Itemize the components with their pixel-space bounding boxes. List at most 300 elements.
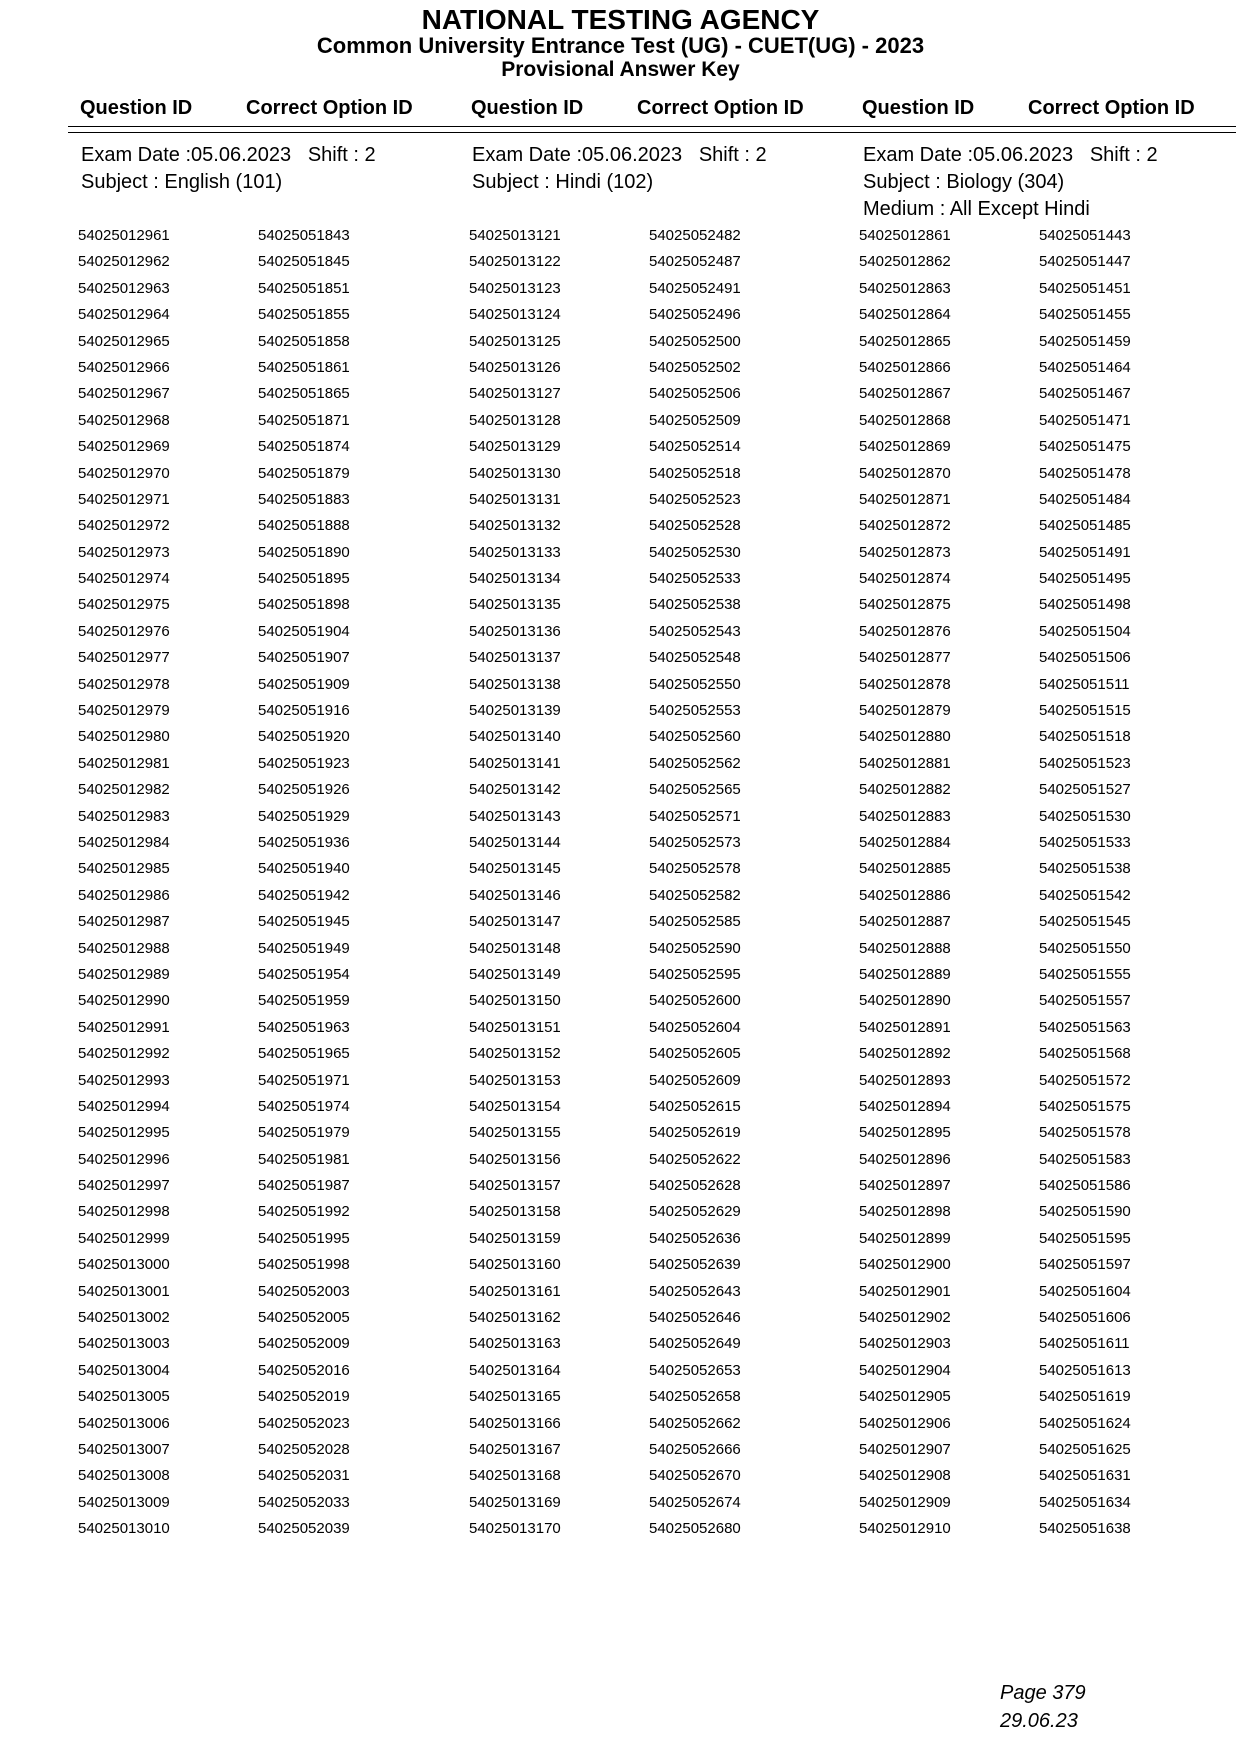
question-id-cell: 54025013158 (469, 1203, 561, 1221)
question-id-cell: 54025013134 (469, 570, 561, 588)
question-id-cell: 54025013131 (469, 490, 561, 508)
question-id-cell: 54025012884 (859, 833, 951, 851)
correct-option-id-cell: 54025051533 (1039, 833, 1131, 851)
question-id-cell: 54025013140 (469, 728, 561, 746)
question-id-cell: 54025012995 (78, 1124, 170, 1142)
question-id-cell: 54025013143 (469, 807, 561, 825)
correct-option-id-cell: 54025052658 (649, 1388, 741, 1406)
question-id-cell: 54025012963 (78, 279, 170, 297)
correct-option-id-cell: 54025051940 (258, 860, 350, 878)
question-id-cell: 54025012987 (78, 913, 170, 931)
question-id-cell: 54025013006 (78, 1414, 170, 1432)
correct-option-id-cell: 54025052680 (649, 1520, 741, 1538)
correct-option-id-cell: 54025051845 (258, 253, 350, 271)
correct-option-id-cell: 54025052523 (649, 490, 741, 508)
correct-option-id-cell: 54025052562 (649, 754, 741, 772)
correct-option-id-cell: 54025051963 (258, 1018, 350, 1036)
question-id-cell: 54025013005 (78, 1388, 170, 1406)
correct-option-id-cell: 54025052560 (649, 728, 741, 746)
correct-option-id-cell: 54025052582 (649, 886, 741, 904)
correct-option-id-cell: 54025051557 (1039, 992, 1131, 1010)
question-id-cell: 54025012886 (859, 886, 951, 904)
question-id-cell: 54025012967 (78, 385, 170, 403)
question-id-cell: 54025012997 (78, 1177, 170, 1195)
question-id-cell: 54025012982 (78, 781, 170, 799)
correct-option-id-cell: 54025051545 (1039, 913, 1131, 931)
question-id-cell: 54025012880 (859, 728, 951, 746)
correct-option-id-cell: 54025051563 (1039, 1018, 1131, 1036)
correct-option-id-cell: 54025051484 (1039, 490, 1131, 508)
correct-option-id-cell: 54025051613 (1039, 1361, 1131, 1379)
question-id-cell: 54025013123 (469, 279, 561, 297)
correct-option-id-cell: 54025052023 (258, 1414, 350, 1432)
correct-option-id-cell: 54025052506 (649, 385, 741, 403)
correct-option-id-cell: 54025051883 (258, 490, 350, 508)
correct-option-id-cell: 54025051504 (1039, 622, 1131, 640)
question-id-cell: 54025012889 (859, 965, 951, 983)
exam-date: Exam Date :05.06.2023 (472, 144, 683, 166)
question-id-cell: 54025012969 (78, 438, 170, 456)
question-id-cell: 54025012898 (859, 1203, 951, 1221)
question-id-cell: 54025012961 (78, 227, 170, 244)
question-id-cell: 54025012881 (859, 754, 951, 772)
question-id-cell: 54025013009 (78, 1493, 170, 1511)
correct-option-id-cell: 54025052646 (649, 1309, 741, 1327)
correct-option-id-cell: 54025052500 (649, 332, 741, 350)
correct-option-id-cell: 54025052005 (258, 1309, 350, 1327)
correct-option-id-cell: 54025051954 (258, 965, 350, 983)
question-id-cell: 54025013002 (78, 1309, 170, 1327)
question-id-cell: 54025013157 (469, 1177, 561, 1195)
correct-option-id-cell: 54025051851 (258, 279, 350, 297)
question-id-cell: 54025012879 (859, 702, 951, 720)
correct-option-id-cell: 54025051595 (1039, 1229, 1131, 1247)
question-id-cell: 54025012999 (78, 1229, 170, 1247)
correct-option-id-cell: 54025051624 (1039, 1414, 1131, 1432)
correct-option-id-cell: 54025051542 (1039, 886, 1131, 904)
correct-option-id-cell: 54025052530 (649, 543, 741, 561)
question-id-cell: 54025013137 (469, 649, 561, 667)
correct-option-id-cell: 54025052019 (258, 1388, 350, 1406)
question-id-cell: 54025012986 (78, 886, 170, 904)
question-id-cell: 54025013145 (469, 860, 561, 878)
correct-option-id-cell: 54025052615 (649, 1097, 741, 1115)
question-id-cell: 54025013150 (469, 992, 561, 1010)
question-id-cell: 54025012895 (859, 1124, 951, 1142)
correct-option-id-cell: 54025051907 (258, 649, 350, 667)
correct-option-id-cell: 54025051518 (1039, 728, 1131, 746)
header-divider (68, 126, 1236, 127)
question-id-cell: 54025012878 (859, 675, 951, 693)
correct-option-id-cell: 54025052039 (258, 1520, 350, 1538)
question-id-cell: 54025013138 (469, 675, 561, 693)
question-id-cell: 54025012872 (859, 517, 951, 535)
correct-option-id-cell: 54025051568 (1039, 1045, 1131, 1063)
correct-option-id-cell: 54025051538 (1039, 860, 1131, 878)
correct-option-id-cell: 54025052619 (649, 1124, 741, 1142)
subject: Subject : Hindi (102) (472, 171, 654, 193)
correct-option-id-cell: 54025051475 (1039, 438, 1131, 456)
correct-option-id-cell: 54025051485 (1039, 517, 1131, 535)
question-id-cell: 54025013127 (469, 385, 561, 403)
correct-option-id-cell: 54025052528 (649, 517, 741, 535)
correct-option-id-cell: 54025051447 (1039, 253, 1131, 271)
question-id-cell: 54025013168 (469, 1467, 561, 1485)
question-id-cell: 54025012870 (859, 464, 951, 482)
section-info (472, 142, 767, 196)
question-id-cell: 54025012904 (859, 1361, 951, 1379)
question-id-cell: 54025012894 (859, 1097, 951, 1115)
question-id-cell: 54025013151 (469, 1018, 561, 1036)
correct-option-id-cell: 54025051992 (258, 1203, 350, 1221)
question-id-cell: 54025013155 (469, 1124, 561, 1142)
exam-date: Exam Date :05.06.2023 (863, 144, 1074, 166)
correct-option-id-cell: 54025052604 (649, 1018, 741, 1036)
correct-option-id-cell: 54025051572 (1039, 1071, 1131, 1089)
correct-option-id-cell: 54025052009 (258, 1335, 350, 1353)
question-id-cell: 54025012899 (859, 1229, 951, 1247)
correct-option-id-cell: 54025051971 (258, 1071, 350, 1089)
question-id-cell: 54025013165 (469, 1388, 561, 1406)
page-number: Page 379 (1000, 1682, 1086, 1704)
question-id-cell: 54025012871 (859, 490, 951, 508)
question-id-cell: 54025013001 (78, 1282, 170, 1300)
question-id-cell: 54025012862 (859, 253, 951, 271)
correct-option-id-cell: 54025051555 (1039, 965, 1131, 983)
question-id-cell: 54025013147 (469, 913, 561, 931)
question-id-cell: 54025012869 (859, 438, 951, 456)
correct-option-id-cell: 54025051959 (258, 992, 350, 1010)
correct-option-id-cell: 54025051611 (1039, 1335, 1130, 1353)
correct-option-id-cell: 54025051949 (258, 939, 350, 957)
question-id-cell: 54025012972 (78, 517, 170, 535)
correct-option-id-cell: 54025051945 (258, 913, 350, 931)
correct-option-id-cell: 54025051855 (258, 306, 350, 324)
question-id-cell: 54025013163 (469, 1335, 561, 1353)
correct-option-id-cell: 54025051920 (258, 728, 350, 746)
correct-option-id-cell: 54025051929 (258, 807, 350, 825)
correct-option-id-cell: 54025051597 (1039, 1256, 1131, 1274)
correct-option-id-cell: 54025051865 (258, 385, 350, 403)
question-id-cell: 54025012892 (859, 1045, 951, 1063)
question-id-cell: 54025013004 (78, 1361, 170, 1379)
correct-option-id-cell: 54025051936 (258, 833, 350, 851)
correct-option-id-cell: 54025051506 (1039, 649, 1131, 667)
question-id-cell: 54025012861 (859, 227, 951, 244)
correct-option-id-cell: 54025052016 (258, 1361, 350, 1379)
question-id-cell: 54025012992 (78, 1045, 170, 1063)
question-id-cell: 54025012962 (78, 253, 170, 271)
header-divider (68, 132, 1236, 133)
question-id-cell: 54025012865 (859, 332, 951, 350)
correct-option-id-cell: 54025052553 (649, 702, 741, 720)
correct-option-id-cell: 54025051987 (258, 1177, 350, 1195)
column-header-correct-option-id: Correct Option ID (246, 97, 413, 119)
question-id-cell: 54025013146 (469, 886, 561, 904)
question-id-cell: 54025012979 (78, 702, 170, 720)
correct-option-id-cell: 54025051979 (258, 1124, 350, 1142)
question-id-cell: 54025012970 (78, 464, 170, 482)
correct-option-id-cell: 54025051511 (1039, 675, 1130, 693)
question-id-cell: 54025013159 (469, 1229, 561, 1247)
correct-option-id-cell: 54025052543 (649, 622, 741, 640)
question-id-cell: 54025013162 (469, 1309, 561, 1327)
correct-option-id-cell: 54025051527 (1039, 781, 1131, 799)
question-id-cell: 54025012971 (78, 490, 170, 508)
question-id-cell: 54025012896 (859, 1150, 951, 1168)
question-id-cell: 54025013126 (469, 358, 561, 376)
question-id-cell: 54025013142 (469, 781, 561, 799)
correct-option-id-cell: 54025051926 (258, 781, 350, 799)
correct-option-id-cell: 54025052033 (258, 1493, 350, 1511)
medium: Medium : All Except Hindi (863, 198, 1090, 220)
question-id-cell: 54025012882 (859, 781, 951, 799)
correct-option-id-cell: 54025052595 (649, 965, 741, 983)
correct-option-id-cell: 54025051550 (1039, 939, 1131, 957)
question-id-cell: 54025012985 (78, 860, 170, 878)
question-id-cell: 54025013149 (469, 965, 561, 983)
correct-option-id-cell: 54025051634 (1039, 1493, 1131, 1511)
question-id-cell: 54025013144 (469, 833, 561, 851)
correct-option-id-cell: 54025052514 (649, 438, 741, 456)
correct-option-id-cell: 54025051523 (1039, 754, 1131, 772)
column-header-correct-option-id: Correct Option ID (637, 97, 804, 119)
question-id-cell: 54025012887 (859, 913, 951, 931)
correct-option-id-cell: 54025052636 (649, 1229, 741, 1247)
correct-option-id-cell: 54025051638 (1039, 1520, 1131, 1538)
question-id-cell: 54025012991 (78, 1018, 170, 1036)
question-id-cell: 54025013148 (469, 939, 561, 957)
question-id-cell: 54025012989 (78, 965, 170, 983)
question-id-cell: 54025012968 (78, 411, 170, 429)
correct-option-id-cell: 54025052643 (649, 1282, 741, 1300)
question-id-cell: 54025012994 (78, 1097, 170, 1115)
question-id-cell: 54025013153 (469, 1071, 561, 1089)
correct-option-id-cell: 54025051459 (1039, 332, 1131, 350)
correct-option-id-cell: 54025051625 (1039, 1440, 1131, 1458)
question-id-cell: 54025012978 (78, 675, 170, 693)
question-id-cell: 54025012877 (859, 649, 951, 667)
correct-option-id-cell: 54025051861 (258, 358, 350, 376)
question-id-cell: 54025013167 (469, 1440, 561, 1458)
correct-option-id-cell: 54025052585 (649, 913, 741, 931)
correct-option-id-cell: 54025051467 (1039, 385, 1131, 403)
correct-option-id-cell: 54025051590 (1039, 1203, 1131, 1221)
correct-option-id-cell: 54025051631 (1039, 1467, 1131, 1485)
correct-option-id-cell: 54025052573 (649, 833, 741, 851)
question-id-cell: 54025013124 (469, 306, 561, 324)
correct-option-id-cell: 54025052533 (649, 570, 741, 588)
question-id-cell: 54025012875 (859, 596, 951, 614)
question-id-cell: 54025013125 (469, 332, 561, 350)
correct-option-id-cell: 54025052609 (649, 1071, 741, 1089)
question-id-cell: 54025012891 (859, 1018, 951, 1036)
correct-option-id-cell: 54025051586 (1039, 1177, 1131, 1195)
question-id-cell: 54025013130 (469, 464, 561, 482)
question-id-cell: 54025012900 (859, 1256, 951, 1274)
question-id-cell: 54025013139 (469, 702, 561, 720)
question-id-cell: 54025013164 (469, 1361, 561, 1379)
section-info (81, 142, 376, 196)
correct-option-id-cell: 54025051491 (1039, 543, 1131, 561)
correct-option-id-cell: 54025052571 (649, 807, 741, 825)
correct-option-id-cell: 54025051604 (1039, 1282, 1131, 1300)
correct-option-id-cell: 54025051895 (258, 570, 350, 588)
correct-option-id-cell: 54025052605 (649, 1045, 741, 1063)
correct-option-id-cell: 54025052496 (649, 306, 741, 324)
correct-option-id-cell: 54025052502 (649, 358, 741, 376)
correct-option-id-cell: 54025051858 (258, 332, 350, 350)
question-id-cell: 54025013010 (78, 1520, 170, 1538)
correct-option-id-cell: 54025051981 (258, 1150, 350, 1168)
correct-option-id-cell: 54025051909 (258, 675, 350, 693)
correct-option-id-cell: 54025052674 (649, 1493, 741, 1511)
correct-option-id-cell: 54025052629 (649, 1203, 741, 1221)
correct-option-id-cell: 54025051879 (258, 464, 350, 482)
correct-option-id-cell: 54025052662 (649, 1414, 741, 1432)
question-id-cell: 54025012908 (859, 1467, 951, 1485)
correct-option-id-cell: 54025051888 (258, 517, 350, 535)
shift: Shift : 2 (1089, 144, 1158, 166)
question-id-cell: 54025013152 (469, 1045, 561, 1063)
question-id-cell: 54025012909 (859, 1493, 951, 1511)
exam-date: Exam Date :05.06.2023 (81, 144, 292, 166)
question-id-cell: 54025012993 (78, 1071, 170, 1089)
question-id-cell: 54025012893 (859, 1071, 951, 1089)
correct-option-id-cell: 54025052491 (649, 279, 741, 297)
correct-option-id-cell: 54025051916 (258, 702, 350, 720)
correct-option-id-cell: 54025051923 (258, 754, 350, 772)
question-id-cell: 54025012873 (859, 543, 951, 561)
correct-option-id-cell: 54025051871 (258, 411, 350, 429)
shift: Shift : 2 (698, 144, 767, 166)
question-id-cell: 54025012974 (78, 570, 170, 588)
correct-option-id-cell: 54025051965 (258, 1045, 350, 1063)
shift: Shift : 2 (307, 144, 376, 166)
correct-option-id-cell: 54025052666 (649, 1440, 741, 1458)
correct-option-id-cell: 54025051464 (1039, 358, 1131, 376)
question-id-cell: 54025012864 (859, 306, 951, 324)
question-id-cell: 54025012973 (78, 543, 170, 561)
correct-option-id-cell: 54025051515 (1039, 702, 1131, 720)
question-id-cell: 54025013156 (469, 1150, 561, 1168)
question-id-cell: 54025013161 (469, 1282, 561, 1300)
correct-option-id-cell: 54025052509 (649, 411, 741, 429)
column-header-question-id: Question ID (862, 97, 975, 119)
correct-option-id-cell: 54025052548 (649, 649, 741, 667)
correct-option-id-cell: 54025052518 (649, 464, 741, 482)
question-id-cell: 54025013128 (469, 411, 561, 429)
question-id-cell: 54025013160 (469, 1256, 561, 1274)
question-id-cell: 54025013129 (469, 438, 561, 456)
correct-option-id-cell: 54025052639 (649, 1256, 741, 1274)
correct-option-id-cell: 54025052538 (649, 596, 741, 614)
correct-option-id-cell: 54025051995 (258, 1229, 350, 1247)
question-id-cell: 54025012984 (78, 833, 170, 851)
question-id-cell: 54025012990 (78, 992, 170, 1010)
question-id-cell: 54025012998 (78, 1203, 170, 1221)
question-id-cell: 54025012964 (78, 306, 170, 324)
correct-option-id-cell: 54025052482 (649, 227, 741, 244)
question-id-cell: 54025013170 (469, 1520, 561, 1538)
correct-option-id-cell: 54025051942 (258, 886, 350, 904)
question-id-cell: 54025013122 (469, 253, 561, 271)
correct-option-id-cell: 54025052628 (649, 1177, 741, 1195)
correct-option-id-cell: 54025051606 (1039, 1309, 1131, 1327)
question-id-cell: 54025012966 (78, 358, 170, 376)
correct-option-id-cell: 54025052550 (649, 675, 741, 693)
correct-option-id-cell: 54025051890 (258, 543, 350, 561)
question-id-cell: 54025013154 (469, 1097, 561, 1115)
question-id-cell: 54025012996 (78, 1150, 170, 1168)
question-id-cell: 54025012905 (859, 1388, 951, 1406)
column-header-correct-option-id: Correct Option ID (1028, 97, 1195, 119)
question-id-cell: 54025013135 (469, 596, 561, 614)
correct-option-id-cell: 54025051998 (258, 1256, 350, 1274)
question-id-cell: 54025013166 (469, 1414, 561, 1432)
question-id-cell: 54025012874 (859, 570, 951, 588)
correct-option-id-cell: 54025051471 (1039, 411, 1131, 429)
question-id-cell: 54025012980 (78, 728, 170, 746)
question-id-cell: 54025013132 (469, 517, 561, 535)
correct-option-id-cell: 54025051498 (1039, 596, 1131, 614)
question-id-cell: 54025012975 (78, 596, 170, 614)
question-id-cell: 54025012910 (859, 1520, 951, 1538)
correct-option-id-cell: 54025051575 (1039, 1097, 1131, 1115)
question-id-cell: 54025013133 (469, 543, 561, 561)
correct-option-id-cell: 54025051455 (1039, 306, 1131, 324)
correct-option-id-cell: 54025051583 (1039, 1150, 1131, 1168)
correct-option-id-cell: 54025051619 (1039, 1388, 1131, 1406)
correct-option-id-cell: 54025051578 (1039, 1124, 1131, 1142)
correct-option-id-cell: 54025052487 (649, 253, 741, 271)
question-id-cell: 54025013169 (469, 1493, 561, 1511)
section-info (863, 142, 1158, 223)
exam-subtitle: Common University Entrance Test (UG) - CUET(UG) - 2023 (316, 33, 925, 58)
subject: Subject : English (101) (81, 171, 283, 193)
correct-option-id-cell: 54025052670 (649, 1467, 741, 1485)
question-id-cell: 54025012977 (78, 649, 170, 667)
correct-option-id-cell: 54025051843 (258, 227, 350, 244)
question-id-cell: 54025013141 (469, 754, 561, 772)
page-title: NATIONAL TESTING AGENCY (421, 4, 820, 35)
correct-option-id-cell: 54025052622 (649, 1150, 741, 1168)
correct-option-id-cell: 54025052653 (649, 1361, 741, 1379)
correct-option-id-cell: 54025051495 (1039, 570, 1131, 588)
question-id-cell: 54025013000 (78, 1256, 170, 1274)
correct-option-id-cell: 54025052600 (649, 992, 741, 1010)
question-id-cell: 54025012890 (859, 992, 951, 1010)
question-id-cell: 54025012976 (78, 622, 170, 640)
question-id-cell: 54025013007 (78, 1440, 170, 1458)
question-id-cell: 54025012867 (859, 385, 951, 403)
question-id-cell: 54025012883 (859, 807, 951, 825)
question-id-cell: 54025012863 (859, 279, 951, 297)
question-id-cell: 54025012906 (859, 1414, 951, 1432)
question-id-cell: 54025012901 (859, 1282, 951, 1300)
subject: Subject : Biology (304) (863, 171, 1065, 193)
correct-option-id-cell: 54025052028 (258, 1440, 350, 1458)
correct-option-id-cell: 54025051874 (258, 438, 350, 456)
question-id-cell: 54025012903 (859, 1335, 951, 1353)
question-id-cell: 54025012965 (78, 332, 170, 350)
question-id-cell: 54025012868 (859, 411, 951, 429)
correct-option-id-cell: 54025051530 (1039, 807, 1131, 825)
correct-option-id-cell: 54025051451 (1039, 279, 1131, 297)
correct-option-id-cell: 54025051904 (258, 622, 350, 640)
document-type: Provisional Answer Key (501, 58, 740, 81)
question-id-cell: 54025013003 (78, 1335, 170, 1353)
